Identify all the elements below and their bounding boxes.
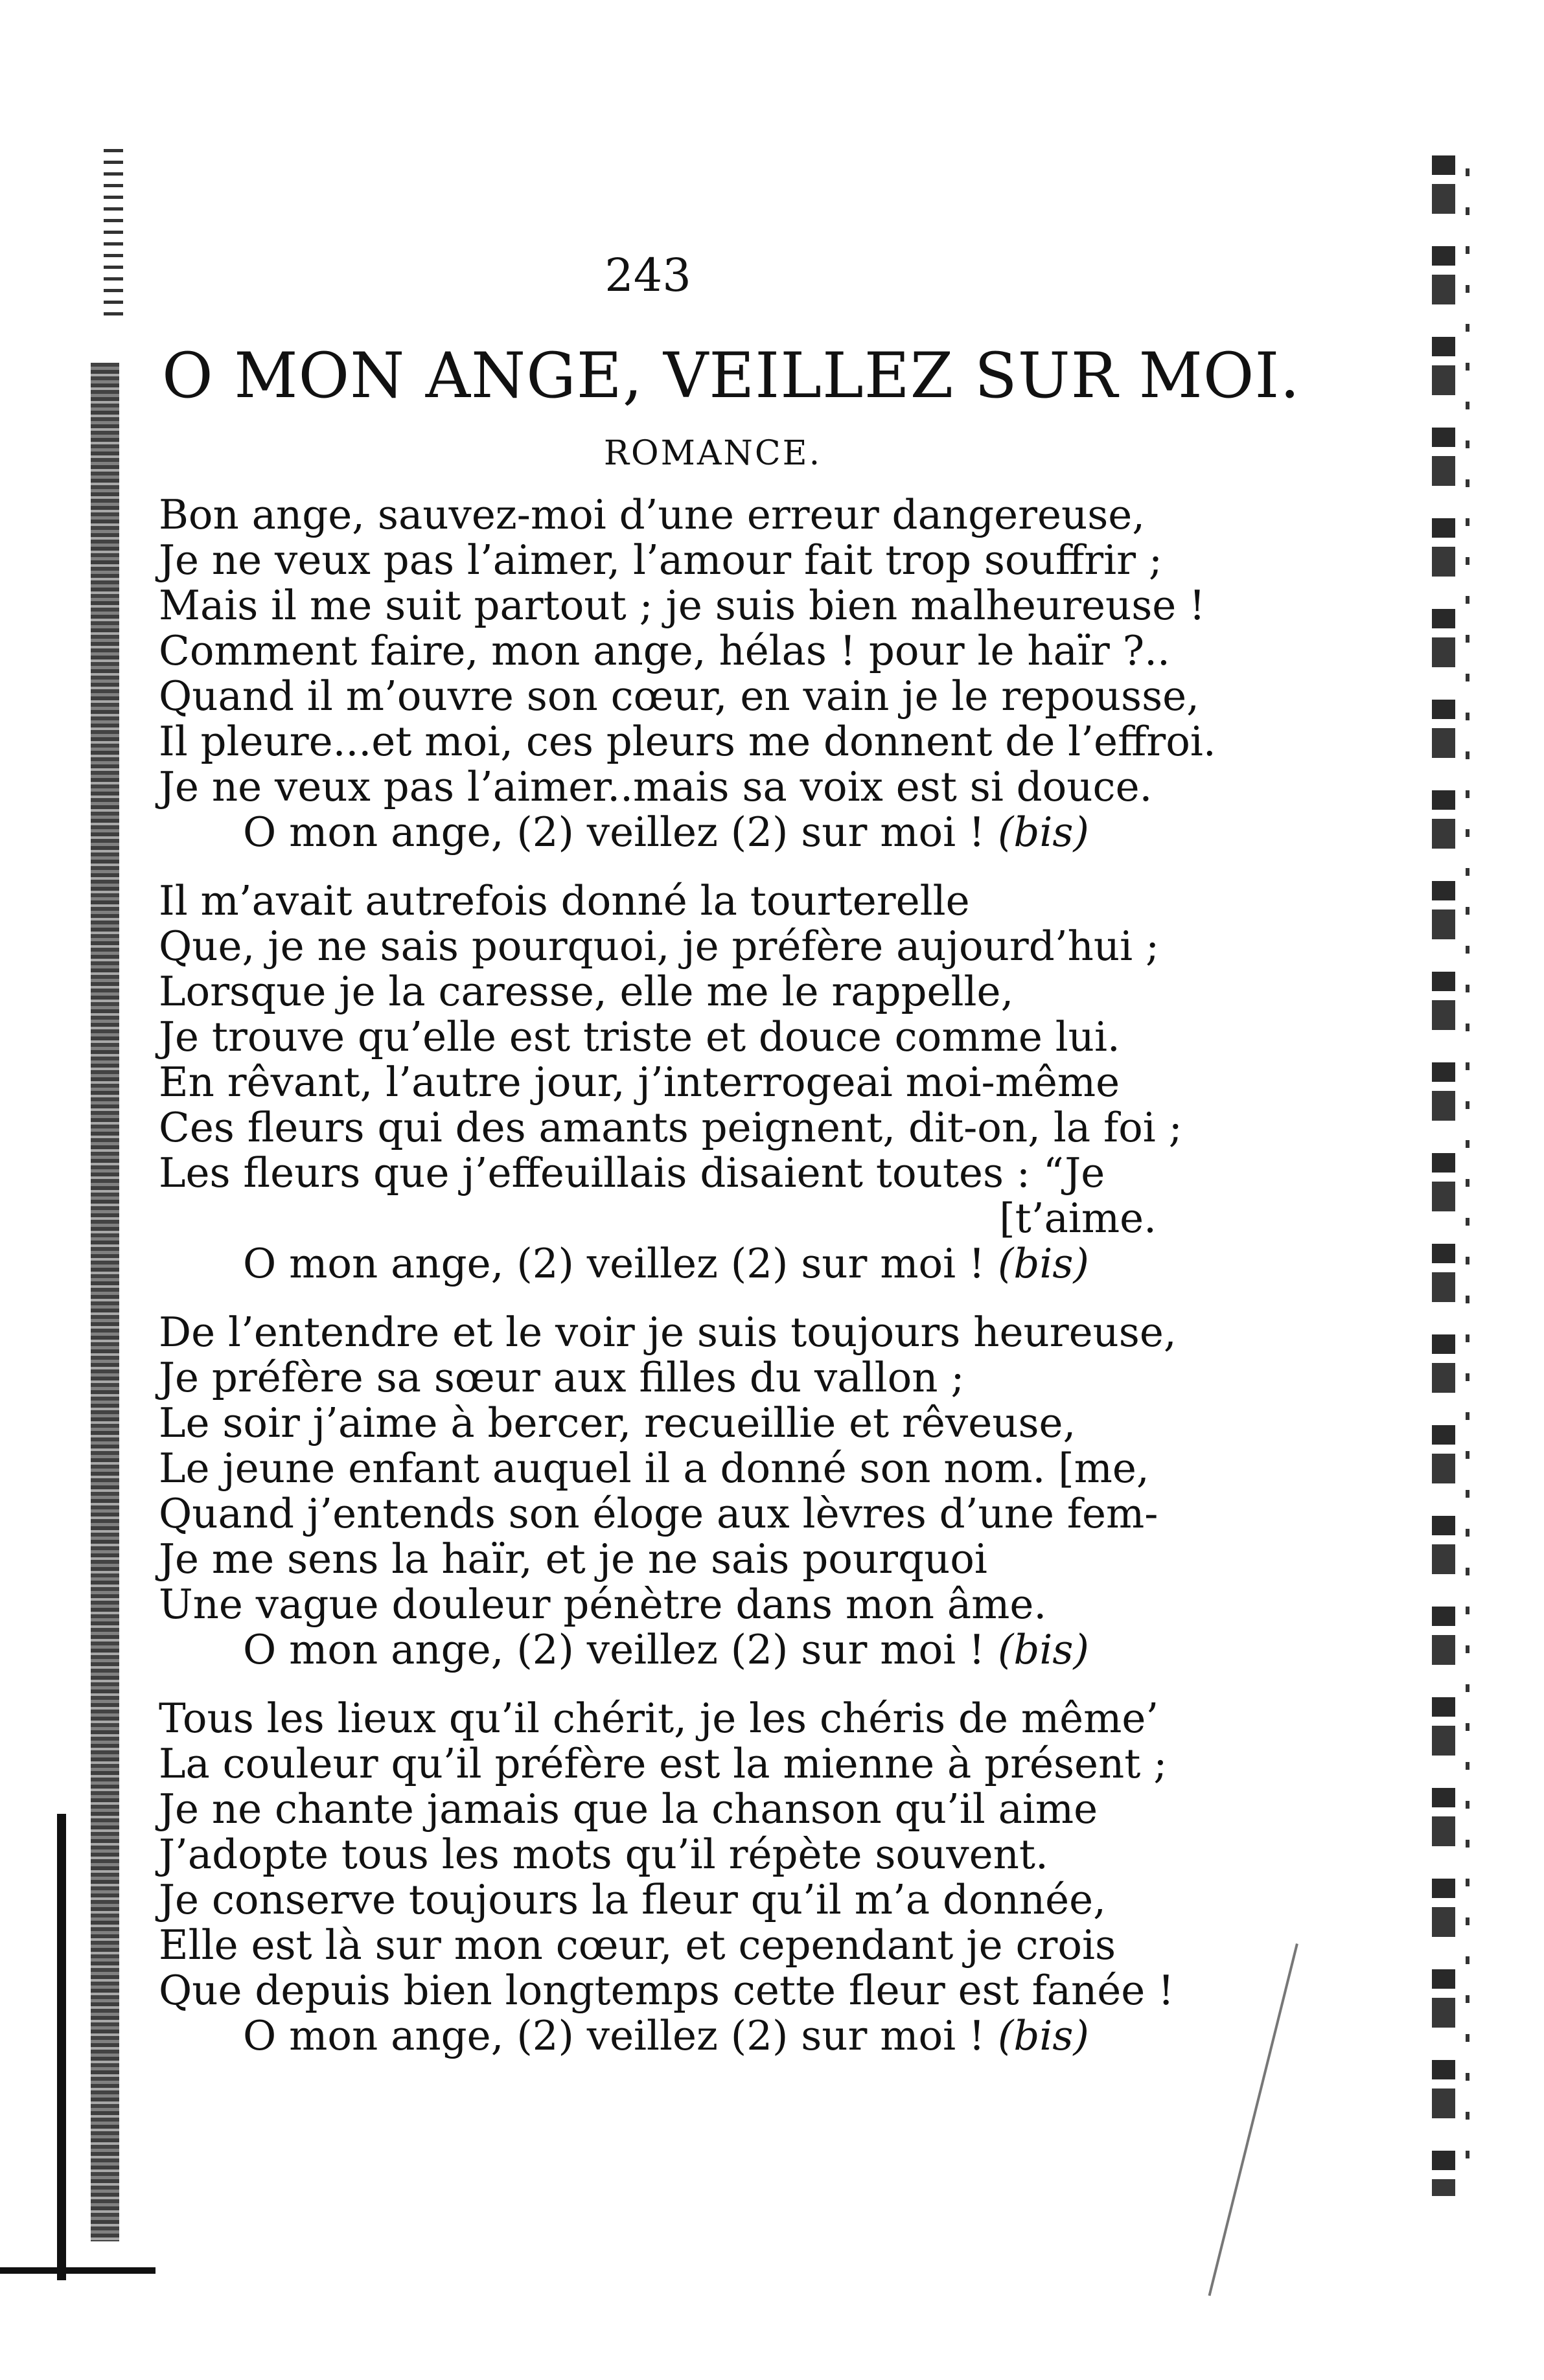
poem-line: Que depuis bien longtemps cette fleur est fanée ! bbox=[159, 1967, 1175, 2014]
page-title: O MON ANGE, VEILLEZ SUR MOI. bbox=[162, 339, 1300, 412]
bis-marker: (bis) bbox=[998, 1626, 1089, 1673]
poem-line: Ces fleurs qui des amants peignent, dit-on, la foi ; bbox=[159, 1104, 1182, 1151]
poem-line: Le soir j’aime à bercer, recueillie et rêveuse, bbox=[159, 1399, 1076, 1447]
poem-line: J’adopte tous les mots qu’il répète souvent. bbox=[159, 1831, 1048, 1878]
poem-line: Je préfère sa sœur aux filles du vallon ; bbox=[159, 1354, 965, 1401]
scan-artifact-scratch bbox=[1208, 1943, 1298, 2296]
poem-line: Que, je ne sais pourquoi, je préfère aujourd’hui ; bbox=[159, 922, 1160, 970]
poem-line: Elle est là sur mon cœur, et cependant je crois bbox=[159, 1921, 1116, 1969]
poem bbox=[159, 491, 1216, 2082]
scan-artifact-left-stem bbox=[57, 1814, 66, 2280]
scan-artifact-left-foot bbox=[0, 2267, 156, 2274]
poem-line: Une vague douleur pénètre dans mon âme. bbox=[159, 1581, 1047, 1628]
poem-line: En rêvant, l’autre jour, j’interrogeai moi-même bbox=[159, 1058, 1120, 1106]
poem-line: Je ne chante jamais que la chanson qu’il aime bbox=[159, 1785, 1098, 1833]
poem-line: Je trouve qu’elle est triste et douce comme lui. bbox=[159, 1013, 1120, 1060]
bis-marker: (bis) bbox=[998, 1240, 1089, 1287]
poem-line: Quand il m’ouvre son cœur, en vain je le repousse, bbox=[159, 672, 1200, 720]
poem-line: Quand j’entends son éloge aux lèvres d’une fem- bbox=[159, 1490, 1158, 1537]
poem-line: Je ne veux pas l’aimer..mais sa voix est si douce. bbox=[159, 763, 1153, 810]
poem-line: Les fleurs que j’effeuillais disaient toutes : “Je bbox=[159, 1149, 1105, 1196]
refrain-text: O mon ange, (2) veillez (2) sur moi ! bbox=[243, 1240, 985, 1287]
stanza-4 bbox=[159, 1695, 1175, 2059]
scan-artifact-left-gutter bbox=[91, 363, 119, 2241]
stanza-2 bbox=[159, 877, 1182, 1287]
poem-line: Le jeune enfant auquel il a donné son nom. [me, bbox=[159, 1445, 1149, 1492]
poem-line: La couleur qu’il préfère est la mienne à présent ; bbox=[159, 1740, 1168, 1787]
poem-line: Il pleure...et moi, ces pleurs me donnent de l’effroi. bbox=[159, 718, 1216, 765]
poem-line-continuation: [t’aime. bbox=[999, 1195, 1157, 1242]
poem-line: Il m’avait autrefois donné la tourterelle bbox=[159, 877, 970, 924]
poem-line: Bon ange, sauvez-moi d’une erreur dangereuse, bbox=[159, 491, 1146, 538]
poem-line: Tous les lieux qu’il chérit, je les chéris de même’ bbox=[159, 1695, 1159, 1742]
scan-artifact-right-thin bbox=[1466, 168, 1469, 2177]
bis-marker: (bis) bbox=[998, 2012, 1089, 2059]
poem-line: Je conserve toujours la fleur qu’il m’a donnée, bbox=[159, 1876, 1106, 1923]
bis-marker: (bis) bbox=[998, 808, 1089, 856]
poem-line: Lorsque je la caresse, elle me le rappelle, bbox=[159, 968, 1014, 1015]
page-subtitle: ROMANCE. bbox=[603, 434, 822, 473]
stanza-1 bbox=[159, 491, 1216, 856]
poem-line: Mais il me suit partout ; je suis bien malheureuse ! bbox=[159, 582, 1206, 629]
refrain-text: O mon ange, (2) veillez (2) sur moi ! bbox=[243, 808, 985, 856]
poem-line: Je me sens la haïr, et je ne sais pourquoi bbox=[159, 1535, 987, 1583]
refrain bbox=[159, 1627, 1157, 1673]
refrain bbox=[159, 2013, 1157, 2059]
scan-artifact-right-gutter bbox=[1432, 155, 1455, 2196]
refrain-text: O mon ange, (2) veillez (2) sur moi ! bbox=[243, 2012, 985, 2059]
refrain bbox=[159, 1241, 1157, 1287]
stanza-3 bbox=[159, 1309, 1177, 1673]
page-number: 243 bbox=[605, 249, 691, 302]
refrain bbox=[159, 810, 1157, 855]
poem-line: De l’entendre et le voir je suis toujours heureuse, bbox=[159, 1309, 1177, 1356]
poem-line: Comment faire, mon ange, hélas ! pour le haïr ?.. bbox=[159, 627, 1170, 674]
refrain-text: O mon ange, (2) veillez (2) sur moi ! bbox=[243, 1626, 985, 1673]
poem-line: Je ne veux pas l’aimer, l’amour fait trop souffrir ; bbox=[159, 536, 1162, 584]
